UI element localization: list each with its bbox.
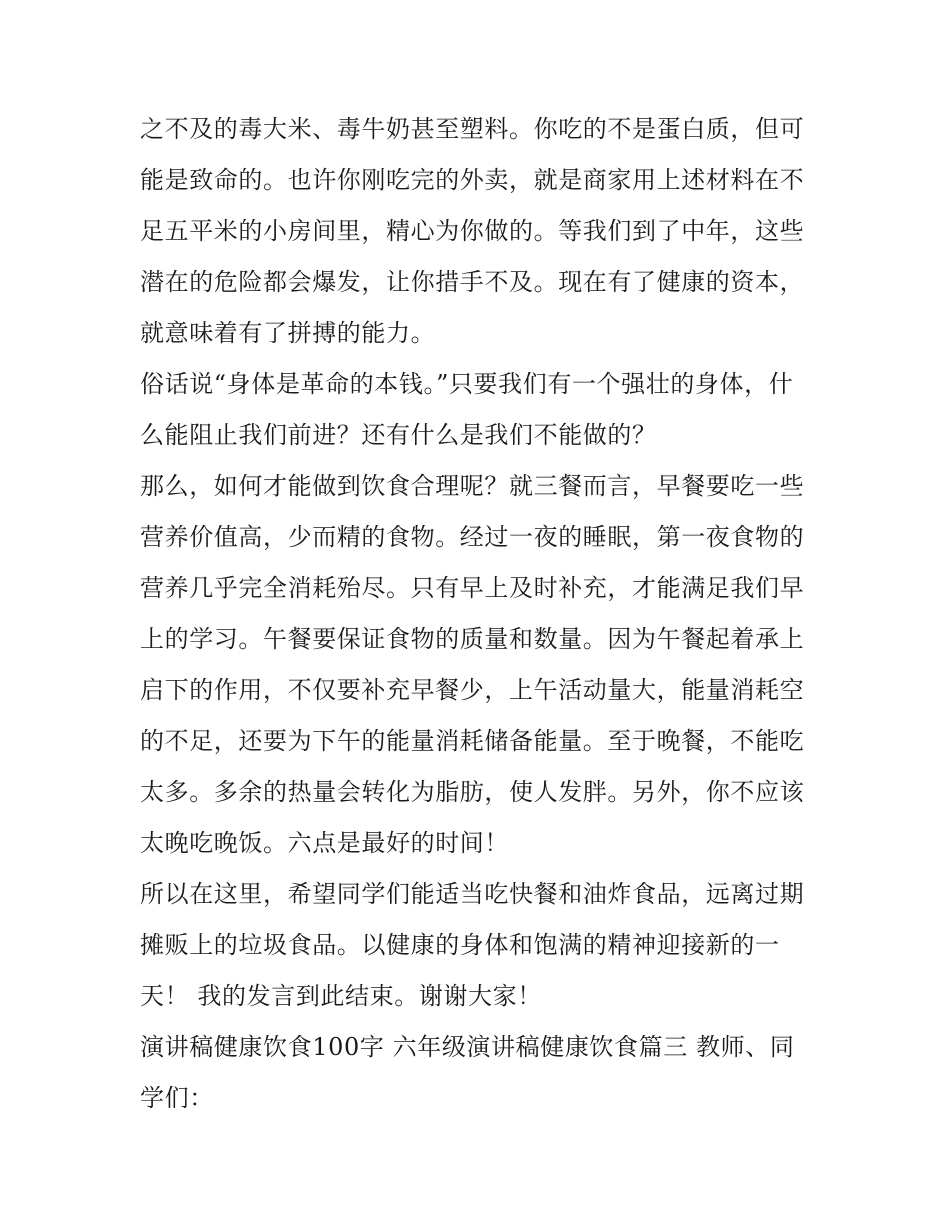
text-line: 太晚吃晚饭。六点是最好的时间！ <box>140 829 509 857</box>
text-line: 摊贩上的垃圾食品。以健康的身体和饱满的精神迎接新的一 <box>140 931 780 959</box>
text-line: 的不足，还要为下午的能量消耗储备能量。至于晚餐，不能吃 <box>140 727 805 755</box>
text-line: 足五平米的小房间里，精心为你做的。等我们到了中年，这些 <box>140 217 805 245</box>
paragraph-5 <box>140 1022 820 1124</box>
text-line: 所以在这里，希望同学们能适当吃快餐和油炸食品，远离过期 <box>140 880 805 908</box>
text-line: 演讲稿健康饮食100字 六年级演讲稿健康饮食篇三 教师、同 <box>140 1033 795 1061</box>
text-line: 上的学习。午餐要保证食物的质量和数量。因为午餐起着承上 <box>140 625 805 653</box>
text-line: 启下的作用，不仅要补充早餐少，上午活动量大，能量消耗空 <box>140 676 805 704</box>
text-line: 学们： <box>140 1084 214 1112</box>
text-line: 营养几乎完全消耗殆尽。只有早上及时补充，才能满足我们早 <box>140 574 805 602</box>
text-line: 能是致命的。也许你刚吃完的外卖，就是商家用上述材料在不 <box>140 166 805 194</box>
text-line: 潜在的危险都会爆发，让你措手不及。现在有了健康的资本， <box>140 268 805 296</box>
paragraph-3 <box>140 461 820 869</box>
document-body <box>140 104 820 1124</box>
text-line: 俗话说“身体是革命的本钱。”只要我们有一个强壮的身体，什 <box>140 370 794 398</box>
text-line: 就意味着有了拼搏的能力。 <box>140 319 436 347</box>
text-line: 么能阻止我们前进？还有什么是我们不能做的？ <box>140 421 657 449</box>
paragraph-2 <box>140 359 820 461</box>
text-line: 营养价值高，少而精的食物。经过一夜的睡眠，第一夜食物的 <box>140 523 805 551</box>
paragraph-1 <box>140 104 820 359</box>
text-line: 天！ 我的发言到此结束。谢谢大家！ <box>140 982 542 1010</box>
paragraph-4 <box>140 869 820 1022</box>
text-line: 之不及的毒大米、毒牛奶甚至塑料。你吃的不是蛋白质，但可 <box>140 115 805 143</box>
text-line: 那么，如何才能做到饮食合理呢？就三餐而言，早餐要吃一些 <box>140 472 805 500</box>
text-line: 太多。多余的热量会转化为脂肪，使人发胖。另外，你不应该 <box>140 778 805 806</box>
